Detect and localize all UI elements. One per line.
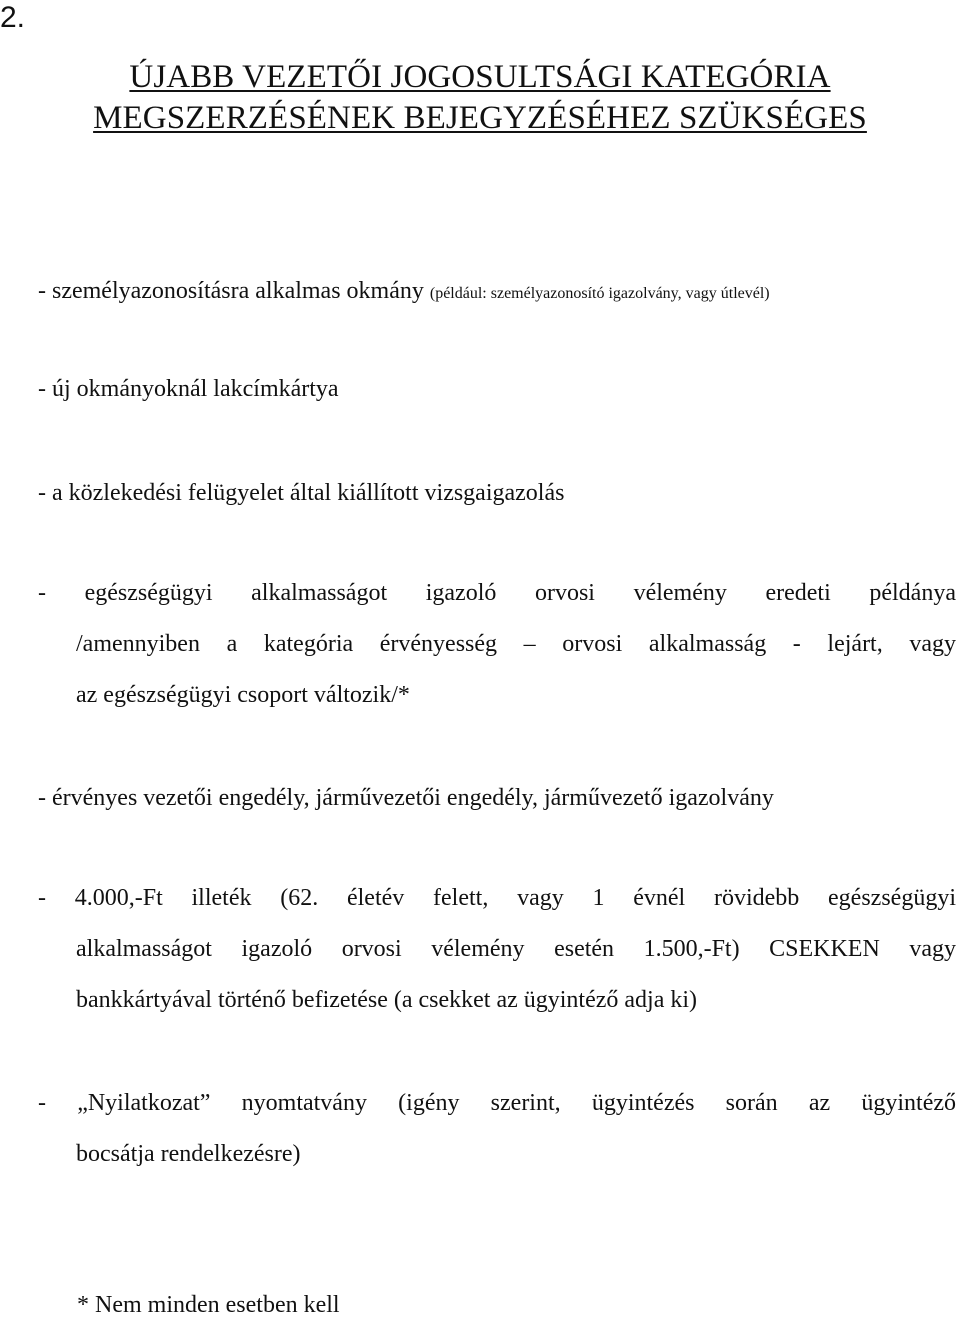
fee-line-1: - 4.000,-Ft illeték (62. életév felett, vagy 1 évnél rövidebb egészségügyi [38,885,956,911]
title-line-2: MEGSZERZÉSÉNEK BEJEGYZÉSÉHEZ SZÜKSÉGES [93,100,867,136]
title-line-1: ÚJABB VEZETŐI JOGOSULTSÁGI KATEGÓRIA [129,59,831,95]
declaration-line-2: bocsátja rendelkezésre) [76,1141,301,1167]
medical-opinion-line-3: az egészségügyi csoport változik/* [76,682,410,708]
medical-opinion-line-2: /amennyiben a kategória érvényesség – orvosi alkalmasság - lejárt, vagy [76,631,956,657]
list-item-fee [38,873,956,1026]
list-item-medical-opinion [38,568,956,721]
id-document-note: (például: személyazonosító igazolvány, vagy útlevél) [429,285,770,302]
list-item-license: - érvényes vezetői engedély, járművezetői engedély, járművezető igazolvány [38,785,774,811]
id-document-text: - személyazonosításra alkalmas okmány [38,278,424,304]
list-item-exam-certificate: - a közlekedési felügyelet által kiállított vizsgaigazolás [38,480,565,506]
list-item-address-card: - új okmányoknál lakcímkártya [38,376,339,402]
fee-line-3: bankkártyával történő befizetése (a csekket az ügyintéző adja ki) [76,987,698,1013]
footnote: * Nem minden esetben kell [77,1292,340,1318]
declaration-line-1: - „Nyilatkozat” nyomtatvány (igény szerint, ügyintézés során az ügyintéző [38,1090,956,1116]
medical-opinion-line-1: - egészségügyi alkalmasságot igazoló orvosi vélemény eredeti példánya [38,580,956,606]
fee-line-2: alkalmasságot igazoló orvosi vélemény esetén 1.500,-Ft) CSEKKEN vagy [76,936,956,962]
list-item-id-document [38,276,770,309]
list-item-declaration [38,1078,956,1180]
page-number: 2. [0,1,26,34]
page-title [0,57,960,139]
